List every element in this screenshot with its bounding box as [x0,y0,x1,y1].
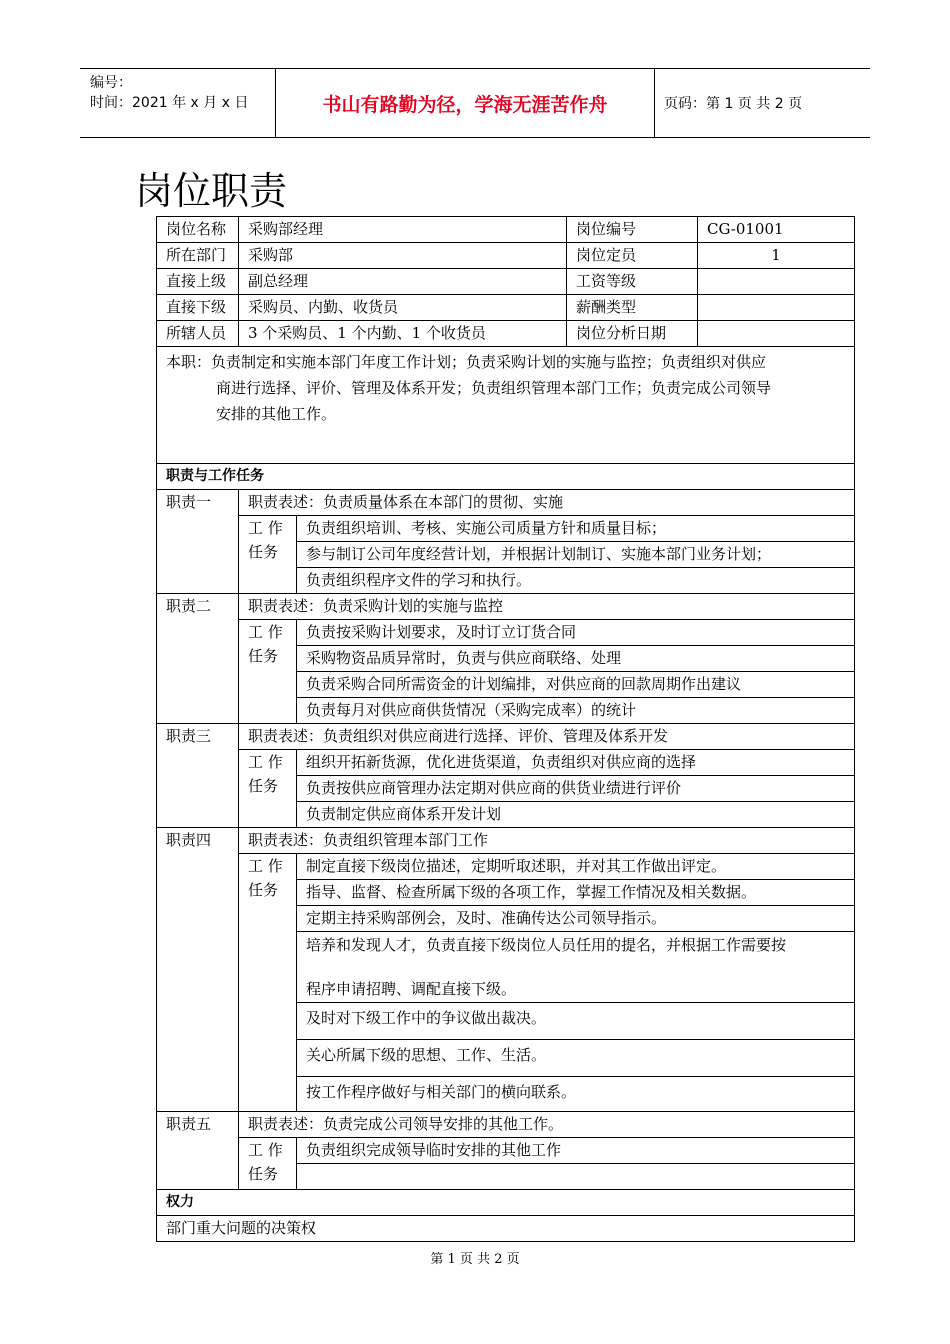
footer-page-number: 1 [447,1252,456,1267]
task-item: 指导、监督、检查所属下级的各项工作，掌握工作情况及相关数据。 [297,880,855,906]
task-item: 负责每月对供应商供货情况（采购完成率）的统计 [297,698,855,724]
info-row [157,295,855,321]
duty-desc: 职责表述：负责采购计划的实施与监控 [239,594,855,620]
info-value: 采购部经理 [239,217,567,243]
info-label: 岗位定员 [567,243,698,269]
info-label: 薪酬类型 [567,295,698,321]
duty-desc: 职责表述：负责组织对供应商进行选择、评价、管理及体系开发 [239,724,855,750]
task-item: 组织开拓新货源，优化进货渠道，负责组织对供应商的选择 [297,750,855,776]
footer-word: 页 [506,1252,520,1267]
task-item [297,1164,855,1190]
info-label: 岗位名称 [157,217,239,243]
task-label [239,854,297,1112]
task-item: 负责组织完成领导临时安排的其他工作 [297,1138,855,1164]
info-label: 直接下级 [157,295,239,321]
section-duties-heading: 职责与工作任务 [157,464,855,490]
benzhi-line: 安排的其他工作。 [216,405,337,423]
task-item: 负责组织培训、考核、实施公司质量方针和质量目标； [297,516,855,542]
info-label: 直接上级 [157,269,239,295]
task-label [239,620,297,724]
benzhi-row [157,347,855,464]
task-item: 按工作程序做好与相关部门的横向联系。 [297,1077,855,1112]
duty-name: 职责三 [157,724,239,828]
task-label [239,1138,297,1190]
info-row [157,217,855,243]
info-value [698,321,855,347]
info-label: 所在部门 [157,243,239,269]
duty-name: 职责一 [157,490,239,594]
footer-word: 共 [477,1252,491,1267]
page-header [80,68,870,138]
task-item: 制定直接下级岗位描述，定期听取述职，并对其工作做出评定。 [297,854,855,880]
header-page-label: 页码：第 1 页 共 2 页 [664,96,803,112]
info-value: 副总经理 [239,269,567,295]
task-label-1: 工 作 [248,519,283,537]
task-label-2: 任务 [248,647,279,665]
duty-desc: 职责表述：负责组织管理本部门工作 [239,828,855,854]
footer-word: 第 [430,1252,444,1267]
section-power-heading: 权力 [157,1190,855,1216]
benzhi-line: 商进行选择、评价、管理及体系开发；负责组织管理本部门工作；负责完成公司领导 [216,379,772,397]
duty-desc: 职责表述：负责质量体系在本部门的贯彻、实施 [239,490,855,516]
info-label: 所辖人员 [157,321,239,347]
task-label [239,750,297,828]
info-value [698,269,855,295]
task-item [297,932,855,1003]
task-label-1: 工 作 [248,753,283,771]
task-item-line: 程序申请招聘、调配直接下级。 [306,980,517,998]
task-item: 采购物资品质异常时，负责与供应商联络、处理 [297,646,855,672]
duty-name: 职责四 [157,828,239,1112]
info-value: CG-01001 [698,217,855,243]
info-value: 3 个采购员、1 个内勤、1 个收货员 [239,321,567,347]
info-label: 岗位编号 [567,217,698,243]
section-row [157,464,855,490]
task-label-1: 工 作 [248,1141,283,1159]
footer-page-total: 2 [494,1252,503,1267]
footer-word: 页 [459,1252,473,1267]
benzhi-line: 本职：负责制定和实施本部门年度工作计划；负责采购计划的实施与监控；负责组织对供应 [166,353,767,371]
info-row [157,321,855,347]
task-item: 参与制订公司年度经营计划，并根据计划制订、实施本部门业务计划； [297,542,855,568]
task-label-1: 工 作 [248,857,283,875]
task-label-2: 任务 [248,1165,279,1183]
task-label [239,516,297,594]
task-label-2: 任务 [248,543,279,561]
page-footer [0,1248,950,1267]
info-label: 岗位分析日期 [567,321,698,347]
task-item: 负责采购合同所需资金的计划编排，对供应商的回款周期作出建议 [297,672,855,698]
task-label-1: 工 作 [248,623,283,641]
info-row [157,243,855,269]
header-motto: 书山有路勤为径，学海无涯苦作舟 [276,69,655,137]
info-label: 工资等级 [567,269,698,295]
info-value: 1 [698,243,855,269]
duty-name: 职责五 [157,1112,239,1190]
header-meta [80,69,276,137]
duty-desc: 职责表述：负责完成公司领导安排的其他工作。 [239,1112,855,1138]
page-title: 岗位职责 [135,169,288,213]
info-value: 采购员、内勤、收货员 [239,295,567,321]
task-label-2: 任务 [248,777,279,795]
benzhi-cell [157,347,855,464]
task-item: 负责组织程序文件的学习和执行。 [297,568,855,594]
power-text: 部门重大问题的决策权 [157,1216,855,1242]
info-value [698,295,855,321]
task-item: 定期主持采购部例会，及时、准确传达公司领导指示。 [297,906,855,932]
task-item: 负责按供应商管理办法定期对供应商的供货业绩进行评价 [297,776,855,802]
task-item: 负责按采购计划要求，及时订立订货合同 [297,620,855,646]
task-item: 负责制定供应商体系开发计划 [297,802,855,828]
info-row [157,269,855,295]
task-item: 及时对下级工作中的争议做出裁决。 [297,1003,855,1040]
time-label: 时间：2021 年 x 月 x 日 [90,95,249,111]
task-label-2: 任务 [248,881,279,899]
number-label: 编号： [90,75,132,91]
info-value: 采购部 [239,243,567,269]
task-item: 关心所属下级的思想、工作、生活。 [297,1040,855,1077]
duty-name: 职责二 [157,594,239,724]
task-item-line: 培养和发现人才，负责直接下级岗位人员任用的提名，并根据工作需要按 [306,936,787,954]
section-row [157,1190,855,1216]
job-table [156,216,854,1242]
